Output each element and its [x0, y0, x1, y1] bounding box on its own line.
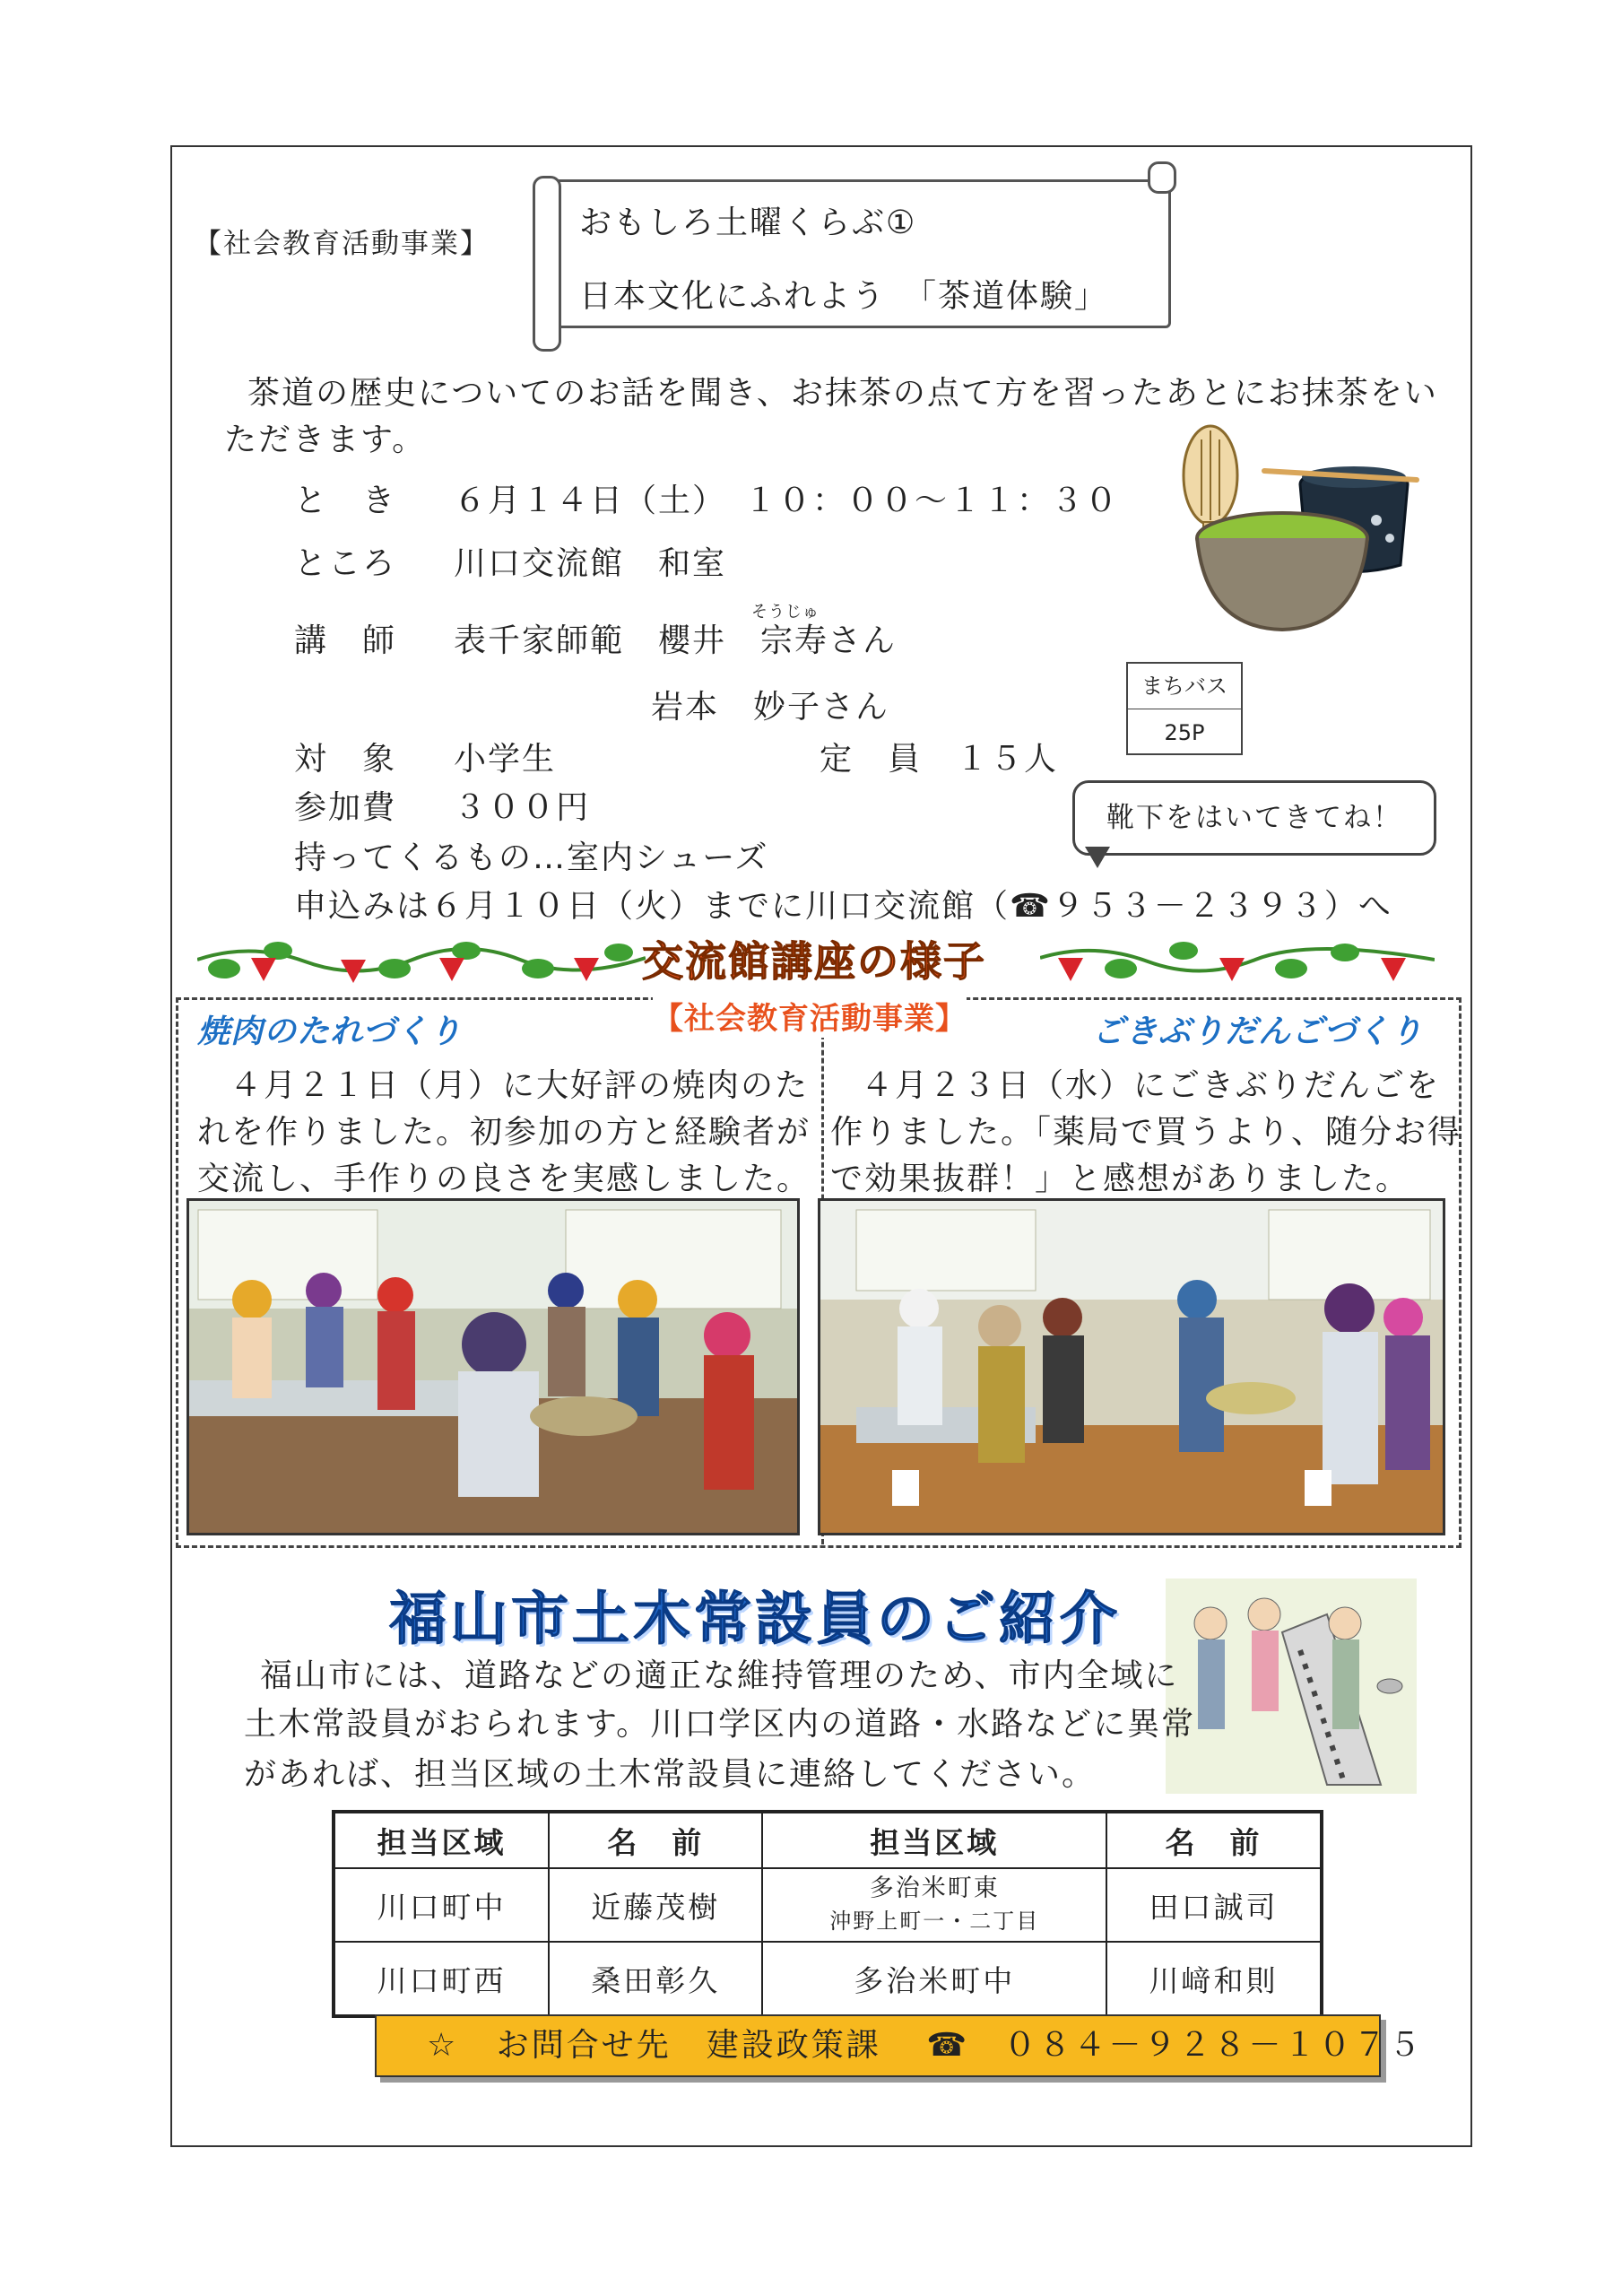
tea-bowl-icon — [1197, 513, 1367, 630]
contact-phone: ０８４－９２８－１０７５ — [1003, 2027, 1424, 2064]
right-heading: ごきぶりだんごづくり — [1092, 1013, 1424, 1050]
left-heading: 焼肉のたれづくり — [197, 1013, 463, 1050]
left-text-2: れを作りました。初参加の方と経験者が — [197, 1114, 811, 1151]
bubble-tail — [1085, 847, 1110, 868]
scroll-line-2: 日本文化にふれよう 「茶道体験」 — [579, 278, 1109, 315]
scroll-roll-left — [533, 176, 561, 352]
name-cell: 近藤茂樹 — [549, 1868, 762, 1942]
time-label: と き — [294, 483, 397, 519]
teacher-1: 表千家師範 櫻井 宗寿さん — [454, 622, 898, 659]
place-value: 川口交流館 和室 — [454, 545, 727, 582]
report-title: 交流館講座の様子 — [642, 937, 986, 986]
bus-pass-label: まちバス — [1128, 664, 1241, 709]
intro-line-1: 茶道の歴史についてのお話を聞き、お抹茶の点て方を習ったあとにお抹茶をい — [247, 375, 1438, 412]
area-cell — [762, 1868, 1106, 1942]
area-cell: 川口町中 — [334, 1868, 549, 1942]
bus-pass-box — [1126, 662, 1243, 755]
staff-text-1: 福山市には、道路などの適正な維持管理のため、市内全域に — [260, 1657, 1179, 1694]
time-value: ６月１４日（土） １０：００～１１：３０ — [454, 483, 1120, 519]
table-header-row — [334, 1812, 1322, 1868]
contact-bar — [375, 2014, 1424, 2077]
area-cell: 川口町西 — [334, 1942, 549, 2016]
bus-pass-page: 25P — [1164, 720, 1205, 745]
photo-cockroach-dango — [818, 1198, 1445, 1535]
place-label: ところ — [294, 545, 397, 582]
report-subtitle: 【社会教育活動事業】 — [653, 994, 967, 1038]
scroll-line-1: おもしろ土曜くらぶ① — [579, 204, 917, 241]
area-cell: 多治米町中 — [762, 1942, 1106, 2016]
teacher-label: 講 師 — [294, 622, 397, 659]
capacity: 定 員 １５人 — [820, 741, 1059, 778]
target-value: 小学生 — [454, 741, 557, 778]
strawberry-vine-right — [1040, 933, 1435, 987]
staff-title: 福山市土木常設員のご紹介 — [389, 1587, 1121, 1653]
target-label: 対 象 — [294, 741, 397, 778]
scroll-roll-right — [1148, 161, 1176, 194]
header-area: 担当区域 — [334, 1812, 549, 1868]
teacher-ruby: そうじゅ — [751, 603, 820, 622]
staff-text-2: 土木常設員がおられます。川口学区内の道路・水路などに異常 — [244, 1706, 1196, 1743]
category-label: 【社会教育活動事業】 — [194, 228, 490, 260]
header-name: 名 前 — [1106, 1812, 1322, 1868]
left-text-3: 交流し、手作りの良さを実感しました。 — [197, 1161, 811, 1197]
teacher-2: 岩本 妙子さん — [651, 689, 890, 726]
table-row — [334, 1942, 1322, 2016]
left-text-1: ４月２１日（月）に大好評の焼肉のた — [230, 1067, 810, 1104]
strawberry-vine-left — [197, 933, 646, 987]
header-name: 名 前 — [549, 1812, 762, 1868]
fee-label: 参加費 — [294, 789, 397, 826]
area-line-2: 沖野上町一・二丁目 — [829, 1909, 1040, 1934]
contact-label: お問合せ先 建設政策課 — [496, 2027, 881, 2064]
name-cell: 桑田彰久 — [549, 1942, 762, 2016]
staff-text-3: があれば、担当区域の土木常設員に連絡してください。 — [244, 1756, 1097, 1793]
right-text-1: ４月２３日（水）にごきぶりだんごを — [861, 1067, 1441, 1104]
right-text-2: 作りました。「薬局で買うより、随分お得 — [830, 1114, 1462, 1151]
area-line-1: 多治米町東 — [869, 1874, 1000, 1902]
photo-yakiniku-sauce — [186, 1198, 800, 1535]
intro-line-2: ただきます。 — [224, 422, 427, 458]
staff-table — [332, 1810, 1323, 2018]
table-row — [334, 1868, 1322, 1942]
fee-value: ３００円 — [454, 789, 591, 826]
phone-icon: ☎ — [926, 2027, 970, 2064]
right-text-3: で効果抜群！」と感想がありました。 — [830, 1161, 1410, 1197]
tea-set-illustration — [1166, 422, 1435, 655]
bring-items: 持ってくるもの…室内シューズ — [294, 839, 769, 876]
road-staff-illustration — [1166, 1578, 1417, 1794]
socks-speech-bubble: 靴下をはいてきてね！ — [1072, 780, 1436, 856]
name-cell: 川﨑和則 — [1106, 1942, 1322, 2016]
name-cell: 田口誠司 — [1106, 1868, 1322, 1942]
header-area: 担当区域 — [762, 1812, 1106, 1868]
application-info: 申込みは６月１０日（火）までに川口交流館（☎９５３－２３９３）へ — [294, 888, 1392, 925]
star-icon: ☆ — [427, 2027, 459, 2064]
